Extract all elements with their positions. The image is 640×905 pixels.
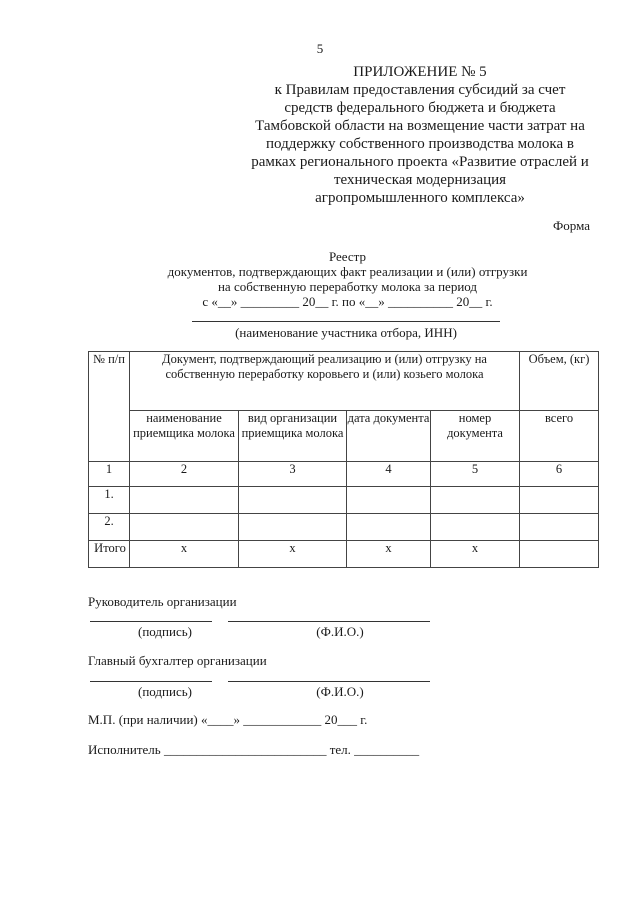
table-cell bbox=[520, 487, 599, 514]
table-cell bbox=[347, 514, 431, 541]
annex-line: техническая модернизация bbox=[333, 172, 507, 188]
title-line: Реестр bbox=[328, 249, 367, 264]
volume-header: Объем, (кг) bbox=[520, 352, 599, 411]
annex-line: агропромышленного комплекса» bbox=[315, 190, 525, 206]
table-cell bbox=[347, 487, 431, 514]
head-fio-line bbox=[228, 621, 430, 622]
row-number: 2. bbox=[89, 514, 130, 541]
form-label: Форма bbox=[553, 218, 590, 233]
total-volume-header: всего bbox=[520, 411, 599, 462]
executor-blank: _________________________ bbox=[163, 742, 327, 757]
accountant-fio-line bbox=[228, 681, 430, 682]
table-cell bbox=[130, 514, 239, 541]
total-mark: x bbox=[239, 541, 347, 568]
period-line: с «__» _________ 20__ г. по «__» __________ 20__ г. bbox=[202, 294, 493, 309]
total-volume-cell bbox=[520, 541, 599, 568]
annex-line: рамках регионального проекта «Развитие отраслей и bbox=[251, 154, 589, 170]
annex-heading: ПРИЛОЖЕНИЕ № 5 bbox=[353, 64, 487, 80]
annex-header bbox=[250, 63, 590, 207]
table-cell bbox=[431, 487, 520, 514]
receiver-type-header: вид организации приемщика молока bbox=[239, 411, 347, 462]
registry-table bbox=[88, 351, 599, 568]
accountant-fio-caption: (Ф.И.О.) bbox=[316, 684, 364, 699]
table-row bbox=[89, 487, 599, 514]
registry-title bbox=[140, 249, 555, 309]
column-number: 5 bbox=[431, 462, 520, 487]
annex-line: Тамбовской области на возмещение части затрат на bbox=[255, 118, 585, 134]
table-cell bbox=[520, 514, 599, 541]
head-label: Руководитель организации bbox=[88, 594, 237, 609]
column-number: 2 bbox=[130, 462, 239, 487]
document-number-header: номер документа bbox=[431, 411, 520, 462]
table-cell bbox=[239, 514, 347, 541]
column-number: 3 bbox=[239, 462, 347, 487]
total-mark: x bbox=[130, 541, 239, 568]
annex-line: к Правилам предоставления субсидий за счет bbox=[274, 82, 566, 98]
page-number: 5 bbox=[316, 41, 324, 56]
annex-line: средств федерального бюджета и бюджета bbox=[284, 100, 556, 116]
row-number: 1. bbox=[89, 487, 130, 514]
total-mark: x bbox=[431, 541, 520, 568]
head-fio-caption: (Ф.И.О.) bbox=[316, 624, 364, 639]
subheader-row bbox=[89, 411, 599, 462]
receiver-name-header: наименование приемщика молока bbox=[130, 411, 239, 462]
participant-blank-line bbox=[192, 321, 500, 322]
title-line: документов, подтверждающих факт реализации и (или) отгрузки bbox=[167, 264, 528, 279]
column-number: 4 bbox=[347, 462, 431, 487]
table-cell bbox=[130, 487, 239, 514]
table-cell bbox=[239, 487, 347, 514]
accountant-label: Главный бухгалтер организации bbox=[88, 653, 267, 668]
stamp-line: М.П. (при наличии) «____» ____________ 20___ г. bbox=[88, 712, 368, 727]
table-cell bbox=[431, 514, 520, 541]
head-signature-line bbox=[90, 621, 212, 622]
total-row bbox=[89, 541, 599, 568]
column-number: 6 bbox=[520, 462, 599, 487]
total-label: Итого bbox=[89, 541, 130, 568]
document-header: Документ, подтверждающий реализацию и (или) отгрузку на собственную переработку коровьего и (или) козьего молока bbox=[130, 352, 520, 411]
col-number-header: № п/п bbox=[89, 352, 130, 462]
title-line: на собственную переработку молока за период bbox=[217, 279, 478, 294]
total-mark: x bbox=[347, 541, 431, 568]
annex-line: поддержку собственного производства молока в bbox=[266, 136, 574, 152]
executor-label: Исполнитель bbox=[88, 742, 161, 757]
executor-line bbox=[88, 742, 419, 758]
accountant-signature-caption: (подпись) bbox=[138, 684, 192, 699]
column-numbers-row bbox=[89, 462, 599, 487]
participant-caption: (наименование участника отбора, ИНН) bbox=[235, 325, 457, 340]
accountant-signature-line bbox=[90, 681, 212, 682]
column-number: 1 bbox=[89, 462, 130, 487]
header-row bbox=[89, 352, 599, 411]
head-signature-caption: (подпись) bbox=[138, 624, 192, 639]
document-date-header: дата документа bbox=[347, 411, 431, 462]
executor-phone: тел. __________ bbox=[329, 742, 420, 757]
table-row bbox=[89, 514, 599, 541]
